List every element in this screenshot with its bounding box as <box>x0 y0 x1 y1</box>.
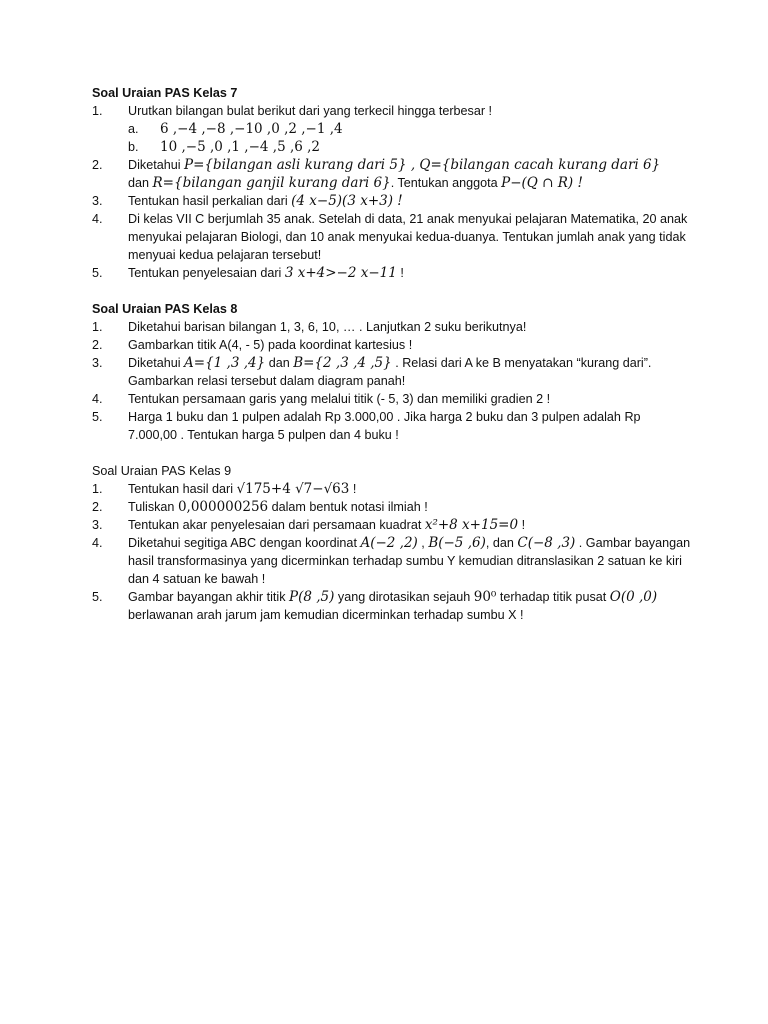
section-title: Soal Uraian PAS Kelas 7 <box>92 86 238 100</box>
question-item: 4. Diketahui segitiga ABC dengan koordinat A(−2 ,2) , B(−5 ,6), dan C(−8 ,3) . Gambar bayangan hasil transformasinya yang dicerminkan terhadap sumbu Y kemudian ditranslasikan 2 satuan ke kiri dan 4 satuan ke bawah ! <box>92 535 691 586</box>
question-text-suffix: ! <box>521 518 526 532</box>
question-text: dan <box>128 176 150 190</box>
math-expression: P={bilangan asli kurang dari 5} , Q={bilangan cacah kurang dari 6} <box>184 157 661 173</box>
question-number: 3. <box>92 194 103 208</box>
question-number: 3. <box>92 518 103 532</box>
question-text: Urutkan bilangan bulat berikut dari yang terkecil hingga terbesar ! <box>128 104 493 118</box>
question-text-suffix: ! <box>352 482 357 496</box>
math-expression: B(−5 ,6) <box>428 535 486 551</box>
math-expression: O(0 ,0) <box>609 589 658 605</box>
math-expression: 3 x+4>−2 x−11 <box>284 265 397 281</box>
question-text: Harga 1 buku dan 1 pulpen adalah Rp 3.000,00 . Jika harga 2 buku dan 3 pulpen adalah Rp 7.000,00 . Tentukan harga 5 pulpen dan 4 buku ! <box>128 410 641 442</box>
question-text: Tentukan hasil perkalian dari <box>128 194 288 208</box>
question-number: 3. <box>92 356 103 370</box>
question-item <box>92 408 692 444</box>
math-expression: B={2 ,3 ,4 ,5} <box>293 355 392 371</box>
question-text: dalam bentuk notasi ilmiah ! <box>271 500 428 514</box>
section-kelas-8 <box>92 300 692 444</box>
question-item <box>92 354 692 390</box>
question-text: dan <box>268 356 290 370</box>
question-text: Di kelas VII C berjumlah 35 anak. Setelah di data, 21 anak menyukai pelajaran Matematika, 20 anak menyukai pelajaran Biologi, dan 10 anak menyukai kedua-duanya. Tentukan jumlah anak yang tidak menyuai kedua pelajaran tersebut! <box>128 212 688 262</box>
question-text: Tentukan penyelesaian dari <box>128 266 282 280</box>
sub-item-label: a. <box>128 122 139 136</box>
sub-item <box>128 138 692 156</box>
question-number: 2. <box>92 158 103 172</box>
question-text: Diketahui segitiga ABC dengan koordinat <box>128 536 357 550</box>
question-number: 4. <box>92 392 103 406</box>
question-item <box>92 192 692 210</box>
question-text: Tentukan hasil dari <box>128 482 234 496</box>
question-text: terhadap titik pusat <box>499 590 607 604</box>
question-text: Tentukan persamaan garis yang melalui titik (- 5, 3) dan memiliki gradien 2 ! <box>128 392 551 406</box>
math-expression: 90⁰ <box>473 589 497 605</box>
question-text: . Tentukan anggota <box>390 176 498 190</box>
question-item <box>92 318 692 336</box>
math-expression: (4 x−5)(3 x+3) ! <box>291 193 403 209</box>
sub-item-label: b. <box>128 140 139 154</box>
question-text: Gambarkan titik A(4, - 5) pada koordinat kartesius ! <box>128 338 413 352</box>
question-text: Diketahui barisan bilangan 1, 3, 6, 10, … . Lanjutkan 2 suku berikutnya! <box>128 320 527 334</box>
question-number: 2. <box>92 338 103 352</box>
section-kelas-9 <box>92 462 692 624</box>
question-text: Gambar bayangan akhir titik <box>128 590 286 604</box>
question-item <box>92 264 692 282</box>
question-number: 4. <box>92 212 103 226</box>
math-expression: R={bilangan ganjil kurang dari 6} <box>152 175 391 191</box>
math-expression: x²+8 x+15=0 <box>424 517 519 533</box>
math-expression: √175+4 √7−√63 <box>236 481 350 497</box>
question-item <box>92 480 692 498</box>
question-number: 1. <box>92 320 103 334</box>
question-number: 5. <box>92 590 103 604</box>
question-text: Tuliskan <box>128 500 175 514</box>
section-kelas-7 <box>92 84 692 282</box>
math-expression: A={1 ,3 ,4} <box>184 355 266 371</box>
question-number: 5. <box>92 410 103 424</box>
question-text: . Relasi dari A ke B menyatakan “kurang dari”. Gambarkan relasi tersebut dalam diagram panah! <box>128 356 652 388</box>
question-number: 4. <box>92 536 103 550</box>
math-expression: A(−2 ,2) <box>360 535 418 551</box>
section-title: Soal Uraian PAS Kelas 9 <box>92 464 232 478</box>
math-expression: 0,000000256 <box>177 499 269 515</box>
question-number: 1. <box>92 482 103 496</box>
math-expression: C(−8 ,3) <box>517 535 576 551</box>
math-expression: 6 ,−4 ,−8 ,−10 ,0 ,2 ,−1 ,4 <box>160 121 343 137</box>
question-item <box>92 210 692 264</box>
question-number: 2. <box>92 500 103 514</box>
question-item <box>92 102 692 156</box>
math-expression: P−(Q ∩ R) ! <box>501 175 583 191</box>
question-number: 1. <box>92 104 103 118</box>
question-item <box>92 516 692 534</box>
question-item <box>92 498 692 516</box>
document-content <box>92 84 692 642</box>
question-text: Diketahui <box>128 356 181 370</box>
question-text: Tentukan akar penyelesaian dari persamaan kuadrat <box>128 518 422 532</box>
question-text: , dan <box>485 536 514 550</box>
math-expression: P(8 ,5) <box>289 589 335 605</box>
question-item <box>92 156 692 192</box>
question-number: 5. <box>92 266 103 280</box>
question-text: yang dirotasikan sejauh <box>337 590 471 604</box>
question-text: berlawanan arah jarum jam kemudian dicerminkan terhadap sumbu X ! <box>128 608 524 622</box>
question-text: . Gambar bayangan hasil transformasinya yang dicerminkan terhadap sumbu Y kemudian ditranslasikan 2 satuan ke kiri dan 4 satuan ke bawah ! <box>128 536 691 586</box>
question-item <box>92 588 692 624</box>
question-item <box>92 390 692 408</box>
math-expression: 10 ,−5 ,0 ,1 ,−4 ,5 ,6 ,2 <box>160 139 321 155</box>
sub-item <box>128 120 692 138</box>
question-text: Diketahui <box>128 158 181 172</box>
section-title: Soal Uraian PAS Kelas 8 <box>92 302 238 316</box>
question-item <box>92 336 692 354</box>
question-text-suffix: ! <box>400 266 404 280</box>
